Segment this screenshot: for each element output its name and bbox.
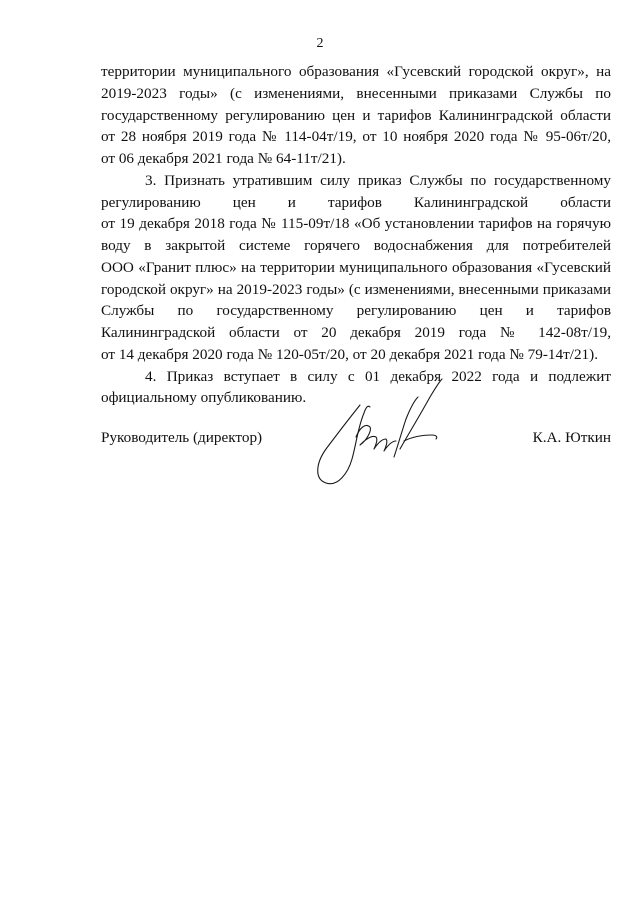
text-line: территории муниципального образования «Гусевский городской округ», на <box>101 63 611 80</box>
page-number: 2 <box>316 36 324 51</box>
document-body <box>101 61 611 409</box>
paragraph-continuation <box>101 61 611 170</box>
text-line: государственному регулированию цен и тарифов Калининградской области <box>101 106 611 124</box>
text-line: Службы по государственному регулированию цен и тарифов <box>101 302 611 320</box>
text-line: 2019-2023 годы» (с изменениями, внесенными приказами Службы по <box>101 84 611 102</box>
text-line: от 14 декабря 2020 года № 120-05т/20, от 20 декабря 2021 года № 79-14т/21). <box>101 345 599 363</box>
text-line: Калининградской области от 20 декабря 2019 года № 142-08т/19, <box>101 324 611 341</box>
text-line: 3. Признать утратившим силу приказ Службы по государственному <box>145 171 611 189</box>
text-line: официальному опубликованию. <box>101 389 307 407</box>
signatory-name: К.А. Юткин <box>532 429 611 446</box>
text-line: от 19 декабря 2018 года № 115-09т/18 «Об установлении тарифов на горячую <box>101 215 611 233</box>
text-line: от 06 декабря 2021 года № 64-11т/21). <box>101 150 346 167</box>
text-line: регулированию цен и тарифов Калининградской области <box>101 193 611 211</box>
text-line: воду в закрытой системе горячего водоснабжения для потребителей <box>101 237 611 254</box>
paragraph-item-3 <box>101 170 611 366</box>
signatory-role: Руководитель (директор) <box>101 429 263 446</box>
text-line: от 28 ноября 2019 года № 114-04т/19, от 10 ноября 2020 года № 95-06т/20, <box>101 128 611 146</box>
handwritten-signature <box>308 375 456 490</box>
text-line: 4. Приказ вступает в силу с 01 декабря 2022 года и подлежит <box>145 367 611 385</box>
text-line: ООО «Гранит плюс» на территории муниципального образования «Гусевский <box>101 258 611 276</box>
text-line: городской округ» на 2019-2023 годы» (с изменениями, внесенными приказами <box>101 280 611 298</box>
